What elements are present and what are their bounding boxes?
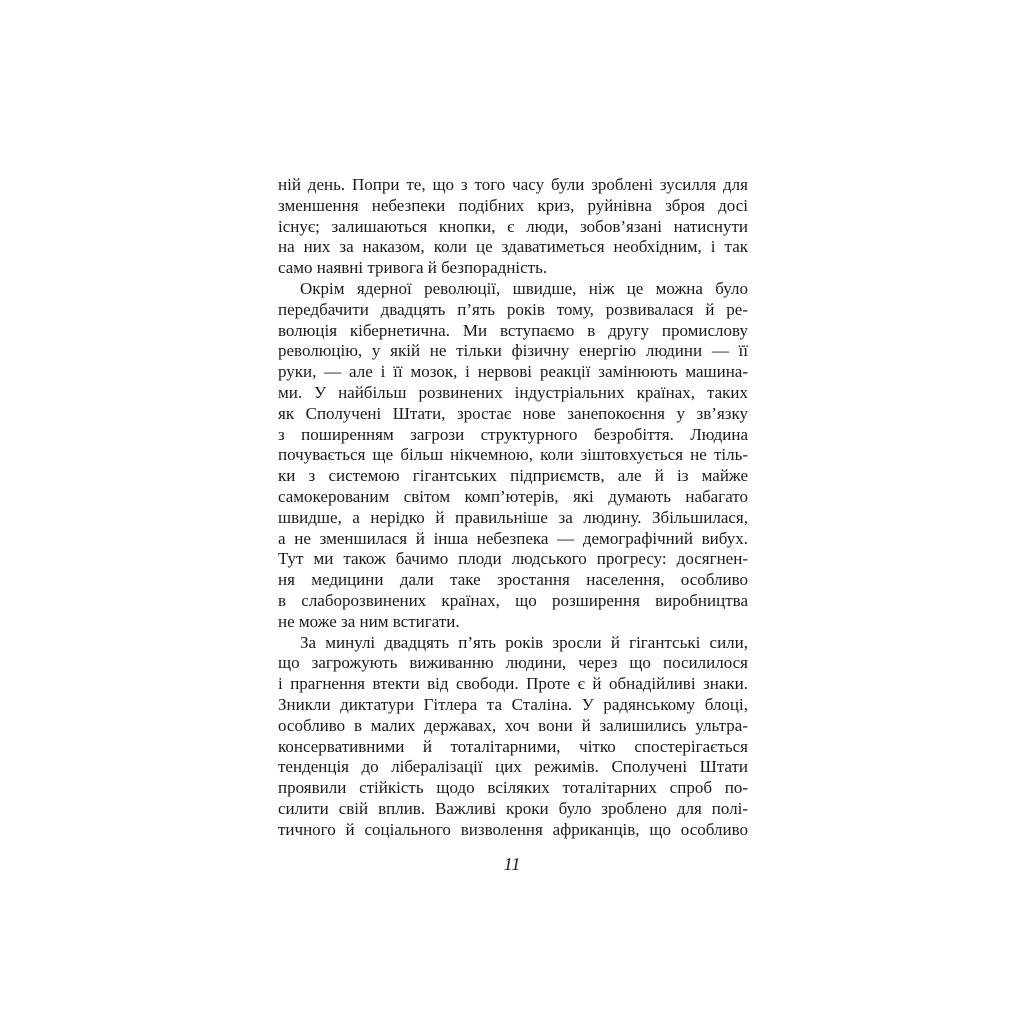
- text-line: ня медицини дали таке зростання населення, особливо: [278, 570, 748, 590]
- text-line: проявили стійкість щодо всіляких тоталітарних спроб по-: [278, 778, 748, 798]
- paragraph: [278, 175, 748, 279]
- text-line: Окрім ядерної революції, швидше, ніж це можна було: [300, 278, 748, 298]
- text-line: на них за наказом, коли це здаватиметься необхідним, і так: [278, 237, 748, 257]
- text-line: Зникли диктатури Гітлера та Сталіна. У радянському блоці,: [278, 694, 748, 714]
- text-line: з поширенням загрози структурного безробіття. Людина: [278, 424, 748, 444]
- text-line: волюція кібернетична. Ми вступаємо в другу промислову: [278, 320, 748, 340]
- text-line: а не зменшилася й інша небезпека — демографічний вибух.: [278, 528, 748, 548]
- text-line: що загрожують виживанню людини, через що посилилося: [278, 653, 748, 673]
- text-line: швидше, а нерідко й правильніше за людину. Збільшилася,: [278, 507, 748, 527]
- text-line: і прагнення втекти від свободи. Проте є й обнадійливі знаки.: [278, 674, 748, 694]
- text-line: руки, — але і її мозок, і нервові реакції замінюють машина-: [278, 362, 748, 382]
- text-line: силити свій вплив. Важливі кроки було зроблено для полі-: [278, 798, 748, 818]
- text-line: тичного й соціального визволення африканців, що особливо: [278, 819, 748, 839]
- text-line: тенденція до лібералізації цих режимів. Сполучені Штати: [278, 757, 748, 777]
- text-line: ки з системою гігантських підприємств, але й із майже: [278, 466, 748, 486]
- text-line: самокерованим світом комп’ютерів, які думають набагато: [278, 486, 748, 506]
- text-line: революцію, у якій не тільки фізичну енергію людини — її: [278, 341, 748, 361]
- text-line: зменшення небезпеки подібних криз, руйнівна зброя досі: [278, 195, 748, 215]
- text-line: ній день. Попри те, що з того часу були зроблені зусилля для: [278, 175, 748, 194]
- text-line: не може за ним встигати.: [278, 611, 460, 631]
- paragraph: [278, 633, 748, 841]
- text-line: почувається ще більш нікчемною, коли зіштовхується не тіль-: [278, 445, 748, 465]
- text-line: Тут ми також бачимо плоди людського прогресу: досягнен-: [278, 549, 748, 569]
- page-number: 11: [503, 854, 521, 874]
- text-line: ми. У найбільш розвинених індустріальних країнах, таких: [278, 382, 748, 402]
- body-text: [278, 175, 748, 841]
- text-line: в слаборозвинених країнах, що розширення виробництва: [278, 590, 748, 610]
- paragraph: [278, 279, 748, 633]
- text-line: само наявні тривога й безпорадність.: [278, 258, 548, 278]
- text-line: консервативними й тоталітарними, чітко спостерігається: [278, 736, 748, 756]
- text-line: як Сполучені Штати, зростає нове занепокоєння у зв’язку: [278, 403, 748, 423]
- text-line: особливо в малих державах, хоч вони й залишились ультра-: [278, 715, 748, 735]
- text-line: існує; залишаються кнопки, є люди, зобов’язані натиснути: [278, 216, 748, 236]
- text-line: За минулі двадцять п’ять років зросли й гігантські сили,: [300, 632, 748, 652]
- text-line: передбачити двадцять п’ять років тому, розвивалася й ре-: [278, 299, 748, 319]
